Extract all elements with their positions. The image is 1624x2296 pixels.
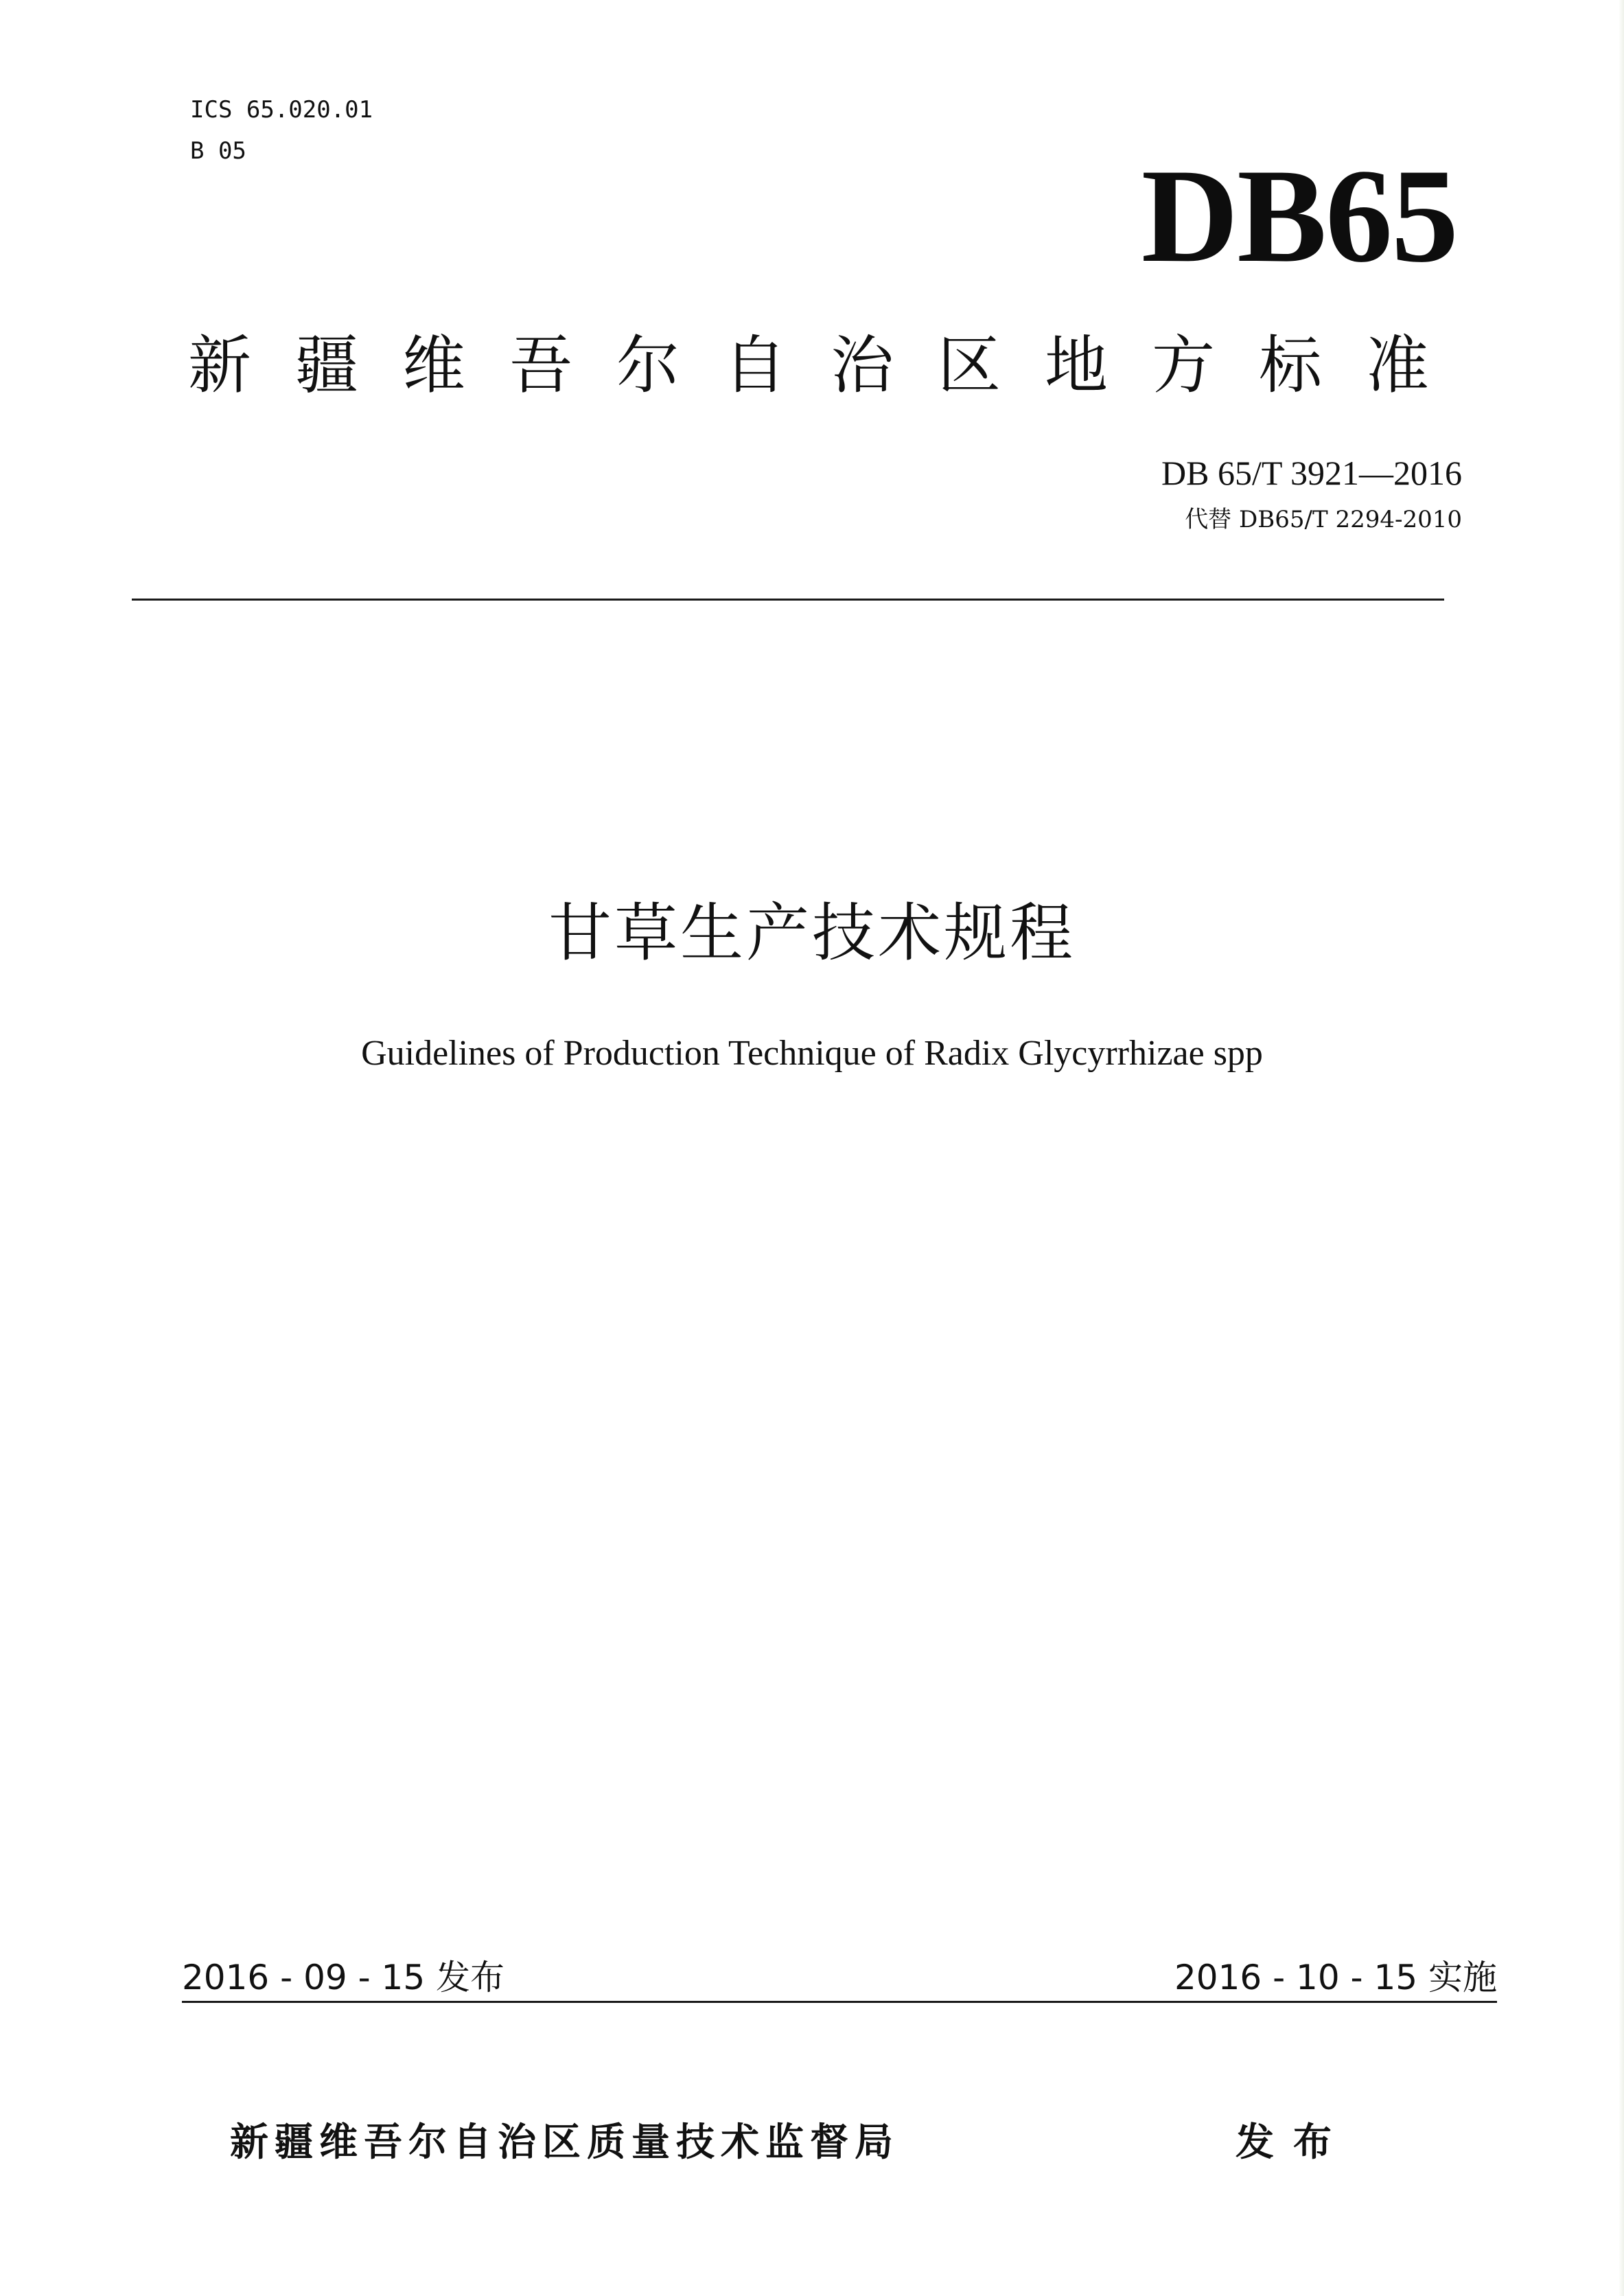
standard-number: DB 65/T 3921—2016 xyxy=(1161,454,1462,492)
standard-logo: DB65 xyxy=(1141,141,1457,290)
standard-type: 新疆维吾尔自治区地方标准 xyxy=(188,329,1474,402)
document-title-en: Guidelines of Production Technique of Radix Glycyrrhizae spp xyxy=(361,1034,1263,1073)
classification-codes xyxy=(190,89,373,172)
ccs-code: B 05 xyxy=(190,137,246,165)
bottom-divider xyxy=(182,2001,1497,2003)
scan-edge xyxy=(1619,0,1624,2296)
replaced-standard: 代替 DB65/T 2294-2010 xyxy=(1185,506,1462,533)
ics-code: ICS 65.020.01 xyxy=(190,96,373,124)
effective-date: 2016 - 10 - 15 实施 xyxy=(1174,1958,1497,1997)
top-divider xyxy=(132,599,1444,601)
document-title-cn: 甘草生产技术规程 xyxy=(548,896,1076,970)
issue-date: 2016 - 09 - 15 发布 xyxy=(182,1958,505,1997)
issuer-action: 发布 xyxy=(1236,2120,1351,2165)
issuing-authority: 新疆维吾尔自治区质量技术监督局 xyxy=(230,2120,899,2165)
